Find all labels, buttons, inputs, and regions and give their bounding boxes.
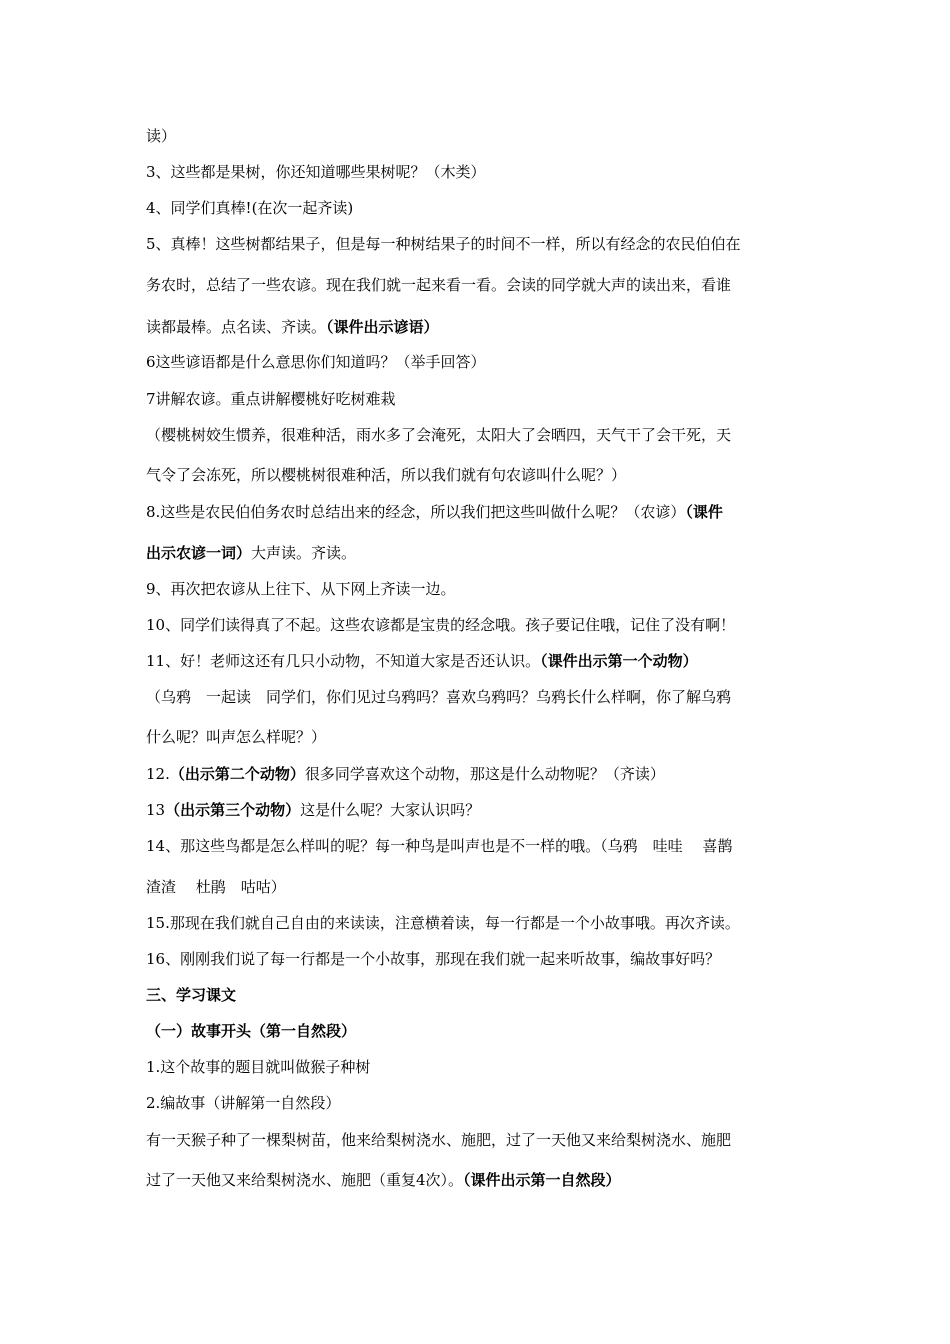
text-span: 12. [146, 765, 170, 783]
text-span: 3、这些都是果树，你还知道哪些果树呢？（木类） [146, 163, 486, 181]
text-line [146, 198, 816, 218]
text-span: 14、那这些鸟都是怎么样叫的呢？每一种鸟是叫声也是不一样的哦。（乌鸦 哇哇 喜鹊 [146, 837, 733, 855]
text-line [146, 877, 816, 897]
text-line [146, 465, 816, 485]
bold-text-span: （课件 [685, 503, 723, 521]
bold-text-span: （出示第二个动物） [169, 765, 305, 783]
text-span: 过了一天他又来给梨树浇水、施肥（重复4次）。 [146, 1171, 464, 1189]
text-line [146, 162, 816, 182]
bold-text-span: （课件出示第一自然段） [463, 1171, 621, 1189]
text-line [146, 126, 816, 146]
text-span: 11、好！老师这还有几只小动物，不知道大家是否还认识。 [146, 652, 541, 670]
bold-text-span: （出示第三个动物） [165, 801, 301, 819]
text-line [146, 651, 816, 671]
subsection-heading [146, 1021, 816, 1041]
text-line [146, 502, 816, 522]
bold-text-span: （课件出示谚语） [326, 318, 439, 336]
text-line [146, 615, 816, 635]
text-span: 读都最棒。点名读、齐读。 [146, 318, 327, 336]
text-line [146, 275, 816, 295]
text-span: 4、同学们真棒!(在次一起齐读) [146, 199, 354, 217]
text-span: 15.那现在我们就自己自由的来读读，注意横着读，每一行都是一个小故事哦。再次齐读。 [146, 914, 740, 932]
text-line [146, 352, 816, 372]
text-span: 5、真棒！这些树都结果子，但是每一种树结果子的时间不一样，所以有经念的农民伯伯在 [146, 235, 741, 253]
text-span: 大声读。齐读。 [251, 544, 357, 562]
text-line [146, 687, 816, 707]
text-line [146, 1057, 816, 1077]
text-span: 10、同学们读得真了不起。这些农谚都是宝贵的经念哦。孩子要记住哦，记住了没有啊！ [146, 616, 736, 634]
text-span: 6这些谚语都是什么意思你们知道吗？（举手回答） [146, 353, 486, 371]
heading-text: 三、学习课文 [146, 986, 237, 1004]
text-span: 有一天猴子种了一棵梨树苗，他来给梨树浇水、施肥，过了一天他又来给梨树浇水、施肥 [146, 1131, 732, 1149]
text-span: 渣渣 杜鹃 咕咕） [146, 878, 286, 896]
text-span: 13 [146, 801, 166, 819]
heading-text: （一）故事开头（第一自然段） [146, 1022, 357, 1040]
text-line [146, 1093, 816, 1113]
text-span: 8.这些是农民伯伯务农时总结出来的经念，所以我们把这些叫做什么呢？（农谚） [146, 503, 686, 521]
text-line [146, 764, 816, 784]
text-line [146, 949, 816, 969]
text-line [146, 913, 816, 933]
text-line [146, 579, 816, 599]
text-span: 16、刚刚我们说了每一行都是一个小故事，那现在我们就一起来听故事，编故事好吗？ [146, 950, 721, 968]
text-span: 很多同学喜欢这个动物，那这是什么动物呢？（齐读） [304, 765, 665, 783]
bold-text-span: 出示农谚一词） [146, 544, 252, 562]
text-line [146, 836, 816, 856]
text-span: 务农时，总结了一些农谚。现在我们就一起来看一看。会读的同学就大声的读出来，看谁 [146, 276, 732, 294]
text-span: 2.编故事（讲解第一自然段） [146, 1094, 341, 1112]
text-span: 什么呢？叫声怎么样呢？） [146, 728, 327, 746]
text-span: 1.这个故事的题目就叫做猴子种树 [146, 1058, 371, 1076]
text-span: （樱桃树姣生惯养，很难种活，雨水多了会淹死，太阳大了会晒四，天气干了会干死，天 [146, 426, 732, 444]
text-line [146, 389, 816, 409]
bold-text-span: （课件出示第一个动物） [540, 652, 698, 670]
text-span: 9、再次把农谚从上往下、从下网上齐读一边。 [146, 580, 456, 598]
text-span: 读） [146, 127, 177, 145]
text-line [146, 727, 816, 747]
text-span: 7讲解农谚。重点讲解樱桃好吃树难栽 [146, 390, 396, 408]
section-heading [146, 985, 816, 1005]
text-span: 这是什么呢？大家认识吗？ [300, 801, 481, 819]
text-span: 气令了会冻死，所以樱桃树很难种活，所以我们就有句农谚叫什么呢？） [146, 466, 627, 484]
text-line [146, 800, 816, 820]
text-line [146, 425, 816, 445]
text-line [146, 1130, 816, 1150]
text-line [146, 234, 816, 254]
text-line [146, 543, 816, 563]
text-line [146, 1170, 816, 1190]
text-line [146, 317, 816, 337]
text-span: （乌鸦 一起读 同学们，你们见过乌鸦吗？喜欢乌鸦吗？乌鸦长什么样啊，你了解乌鸦 [146, 688, 732, 706]
